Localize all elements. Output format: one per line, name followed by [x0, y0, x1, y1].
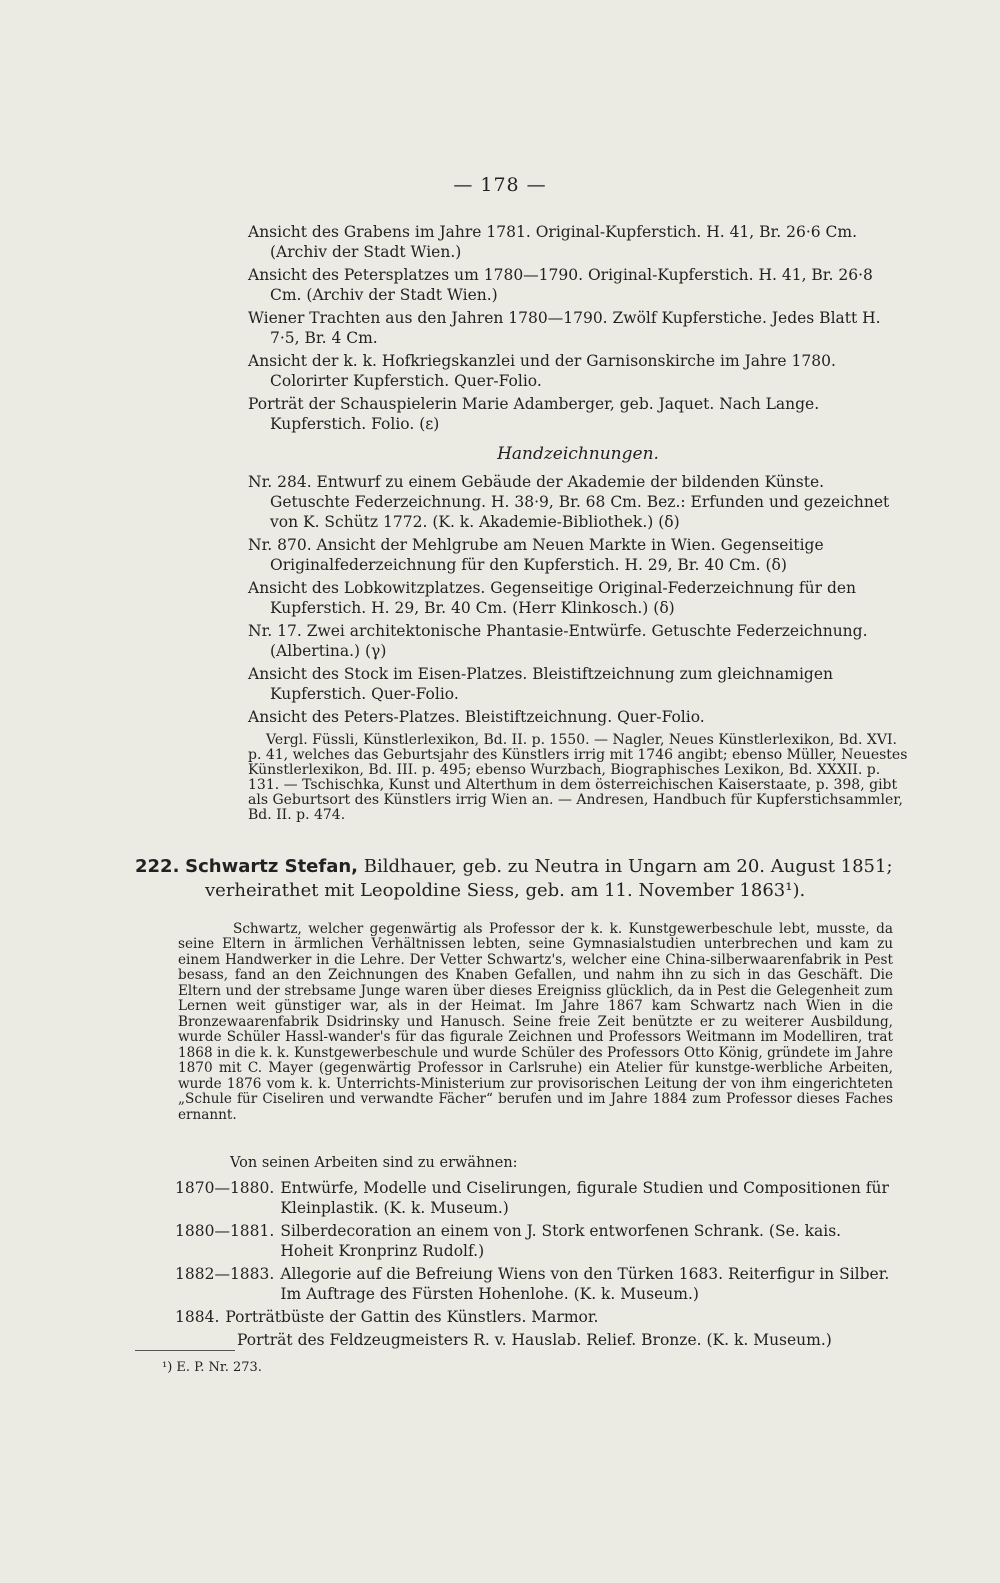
drawing-entry: Nr. 17. Zwei architektonische Phantasie-Entwürfe. Getuschte Federzeichnung. (Albertina.) (γ): [248, 622, 868, 660]
drawing-entry: Ansicht des Lobkowitzplatzes. Gegenseitige Original-Federzeichnung für den Kupferstich. H. 29, Br. 40 Cm. (Herr Klinkosch.) (δ): [248, 579, 857, 617]
drawing-entry: Nr. 284. Entwurf zu einem Gebäude der Akademie der bildenden Künste. Getuschte Federzeichnung. H. 38·9, Br. 68 Cm. Bez.: Erfunden und gezeichnet von K. Schütz 1772. (K. k. Akademie-Bibliothek.) (δ): [248, 473, 890, 531]
work-text: Allegorie auf die Befreiung Wiens von den Türken 1683. Reiterfigur in Silber. Im Auftrage des Fürsten Hohenlohe. (K. k. Museum.): [280, 1265, 890, 1303]
work-year: [175, 1330, 231, 1350]
engraving-entry: Ansicht des Petersplatzes um 1780—1790. Original-Kupferstich. H. 41, Br. 26·8 Cm. (Archiv der Stadt Wien.): [248, 266, 873, 304]
work-text: Silberdecoration an einem von J. Stork entworfenen Schrank. (Se. kais. Hoheit Kronprinz Rudolf.): [280, 1222, 842, 1260]
works-list: [175, 1178, 890, 1353]
engraving-entry: Porträt der Schauspielerin Marie Adamberger, geb. Jaquet. Nach Lange. Kupferstich. Folio. (ε): [248, 395, 820, 433]
page-number: — 178 —: [453, 174, 547, 196]
work-year: 1870—1880.: [175, 1179, 275, 1197]
work-text: Porträt des Feldzeugmeisters R. v. Hauslab. Relief. Bronze. (K. k. Museum.): [237, 1331, 832, 1349]
work-text: Porträtbüste der Gattin des Künstlers. Marmor.: [225, 1308, 599, 1326]
engraving-entry: Ansicht der k. k. Hofkriegskanzlei und der Garnisonskirche im Jahre 1780. Colorirter Kupferstich. Quer-Folio.: [248, 352, 836, 390]
work-entry: [175, 1307, 890, 1327]
work-entry: [175, 1264, 890, 1304]
artist-birth-info: Bildhauer, geb. zu Neutra in Ungarn am 20. August 1851;: [363, 856, 893, 877]
work-year: 1882—1883.: [175, 1265, 275, 1283]
footnote-divider: [135, 1350, 235, 1351]
artist-name: Schwartz Stefan,: [185, 856, 359, 877]
artist-number: 222.: [135, 856, 180, 877]
work-year: 1880—1881.: [175, 1222, 275, 1240]
works-intro: Von seinen Arbeiten sind zu erwähnen:: [230, 1155, 518, 1171]
artist-heading: [135, 855, 905, 903]
references-paragraph: Vergl. Füssli, Künstlerlexikon, Bd. II. p. 1550. — Nagler, Neues Künstlerlexikon, Bd. XVI. p. 41, welches das Geburtsjahr des Künstlers irrig mit 1746 angibt; ebenso Müller, Neuestes Künstlerlexikon, Bd. III. p. 495; ebenso Wurzbach, Biographisches Lexikon, Bd. XXXII. p. 131. — Tschischka, Kunst und Alterthum in dem österreichischen Kaiserstaate, p. 398, gibt als Geburtsort des Künstlers irrig Wien an. — Andresen, Handbuch für Kupferstichsammler, Bd. II. p. 474.: [248, 732, 908, 823]
footnote: ¹) E. P. Nr. 273.: [162, 1360, 262, 1375]
drawing-entry: Nr. 870. Ansicht der Mehlgrube am Neuen Markte in Wien. Gegenseitige Originalfederzeichnung für den Kupferstich. H. 29, Br. 40 Cm. (δ): [248, 536, 824, 574]
work-entry: [175, 1330, 890, 1350]
work-entry: [175, 1178, 890, 1218]
drawings-heading: Handzeichnungen.: [497, 444, 659, 464]
drawing-entry: Ansicht des Peters-Platzes. Bleistiftzeichnung. Quer-Folio.: [248, 708, 705, 726]
work-text: Entwürfe, Modelle und Ciselirungen, figurale Studien und Compositionen für Kleinplastik. (K. k. Museum.): [280, 1179, 889, 1217]
engraving-entry: Wiener Trachten aus den Jahren 1780—1790. Zwölf Kupferstiche. Jedes Blatt H. 7·5, Br. 4 Cm.: [248, 309, 881, 347]
artist-marriage-info: verheirathet mit Leopoldine Siess, geb. am 11. November 1863¹).: [205, 880, 806, 901]
work-year: 1884.: [175, 1308, 220, 1326]
engravings-list: [248, 222, 908, 837]
work-entry: [175, 1221, 890, 1261]
drawing-entry: Ansicht des Stock im Eisen-Platzes. Bleistiftzeichnung zum gleichnamigen Kupferstich. Quer-Folio.: [248, 665, 834, 703]
biography-paragraph: Schwartz, welcher gegenwärtig als Professor der k. k. Kunstgewerbeschule lebt, musste, da seine Eltern in ärmlichen Verhältnissen lebten, seine Gymnasialstudien unterbrechen und kam zu einem Handwerker in die Lehre. Der Vetter Schwartz's, welcher eine China-silberwaarenfabrik in Pest besass, fand an den Zeichnungen des Knaben Gefallen, und nahm ihn zu sich in das Geschäft. Die Eltern und der strebsame Junge waren über dieses Ereigniss glücklich, da in Pest die Gelegenheit zum Lernen weit günstiger war, als in der Heimat. Im Jahre 1867 kam Schwartz nach Wien in die Bronzewaarenfabrik Dsidrinsky und Hanusch. Seine freie Zeit benützte er zu weiterer Ausbildung, wurde Schüler Hassl-wander's für das figurale Zeichnen und Professors Weitmann im Modelliren, trat 1868 in die k. k. Kunstgewerbeschule und wurde Schüler des Professors Otto König, gründete im Jahre 1870 mit C. Mayer (gegenwärtig Professor in Carlsruhe) ein Atelier für kunstge-werbliche Arbeiten, wurde 1876 vom k. k. Unterrichts-Ministerium zur provisorischen Leitung der von ihm eingerichteten „Schule für Ciseliren und verwandte Fächer“ berufen und im Jahre 1884 zum Professor dieses Faches ernannt.: [178, 920, 893, 1123]
engraving-entry: Ansicht des Grabens im Jahre 1781. Original-Kupferstich. H. 41, Br. 26·6 Cm. (Archiv der Stadt Wien.): [248, 223, 858, 261]
